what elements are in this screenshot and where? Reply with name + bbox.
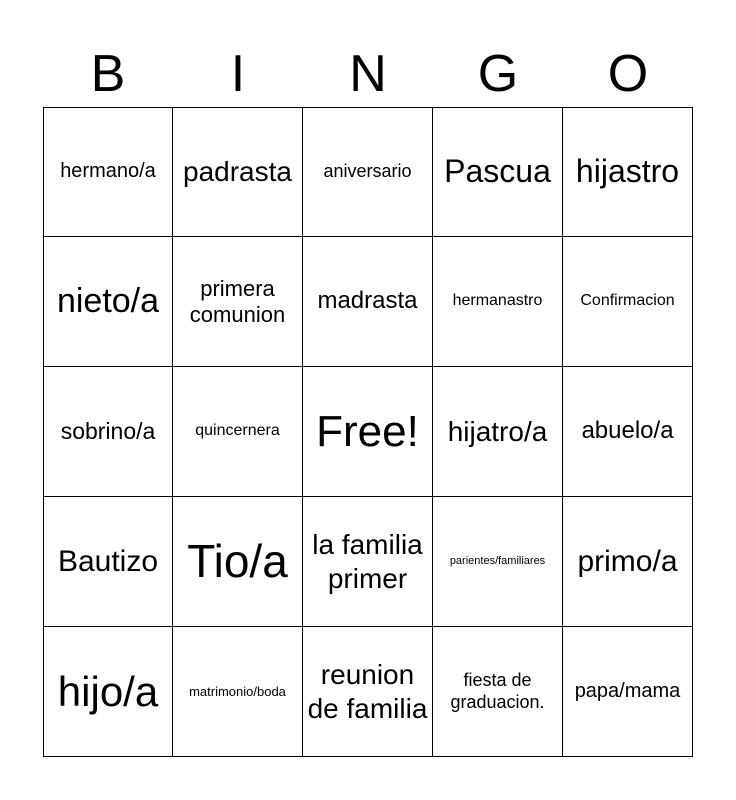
bingo-cell-r1-c2[interactable]: madrasta [303, 237, 433, 367]
bingo-cell-r2-c0[interactable]: sobrino/a [43, 367, 173, 497]
bingo-cell-r4-c3[interactable]: fiesta de graduacion. [433, 627, 563, 757]
header-letter-i: I [230, 45, 246, 103]
bingo-cell-r0-c3[interactable]: Pascua [433, 107, 563, 237]
bingo-cell-r3-c0[interactable]: Bautizo [43, 497, 173, 627]
bingo-cell-r2-c1[interactable]: quincernera [173, 367, 303, 497]
bingo-grid [43, 107, 693, 757]
header-letter-n: N [349, 45, 387, 103]
header-letter-o: O [607, 45, 649, 103]
bingo-cell-r4-c4[interactable]: papa/mama [563, 627, 693, 757]
bingo-cell-r1-c1[interactable]: primera comunion [173, 237, 303, 367]
bingo-cell-r3-c3[interactable]: parientes/familiares [433, 497, 563, 627]
bingo-cell-r4-c0[interactable]: hijo/a [43, 627, 173, 757]
bingo-cell-r4-c1[interactable]: matrimonio/boda [173, 627, 303, 757]
bingo-header [43, 40, 693, 108]
bingo-cell-r0-c0[interactable]: hermano/a [43, 107, 173, 237]
bingo-cell-r3-c4[interactable]: primo/a [563, 497, 693, 627]
bingo-cell-r0-c2[interactable]: aniversario [303, 107, 433, 237]
bingo-cell-r0-c4[interactable]: hijastro [563, 107, 693, 237]
header-letter-b: B [90, 45, 126, 103]
bingo-cell-r2-c4[interactable]: abuelo/a [563, 367, 693, 497]
bingo-cell-r0-c1[interactable]: padrasta [173, 107, 303, 237]
bingo-cell-r4-c2[interactable]: reunion de familia [303, 627, 433, 757]
bingo-cell-r1-c0[interactable]: nieto/a [43, 237, 173, 367]
bingo-cell-r1-c4[interactable]: Confirmacion [563, 237, 693, 367]
bingo-cell-free[interactable]: Free! [303, 367, 433, 497]
bingo-cell-r3-c2[interactable]: la familia primer [303, 497, 433, 627]
bingo-cell-r1-c3[interactable]: hermanastro [433, 237, 563, 367]
bingo-cell-r3-c1[interactable]: Tio/a [173, 497, 303, 627]
bingo-cell-r2-c3[interactable]: hijatro/a [433, 367, 563, 497]
header-letter-g: G [477, 45, 519, 103]
